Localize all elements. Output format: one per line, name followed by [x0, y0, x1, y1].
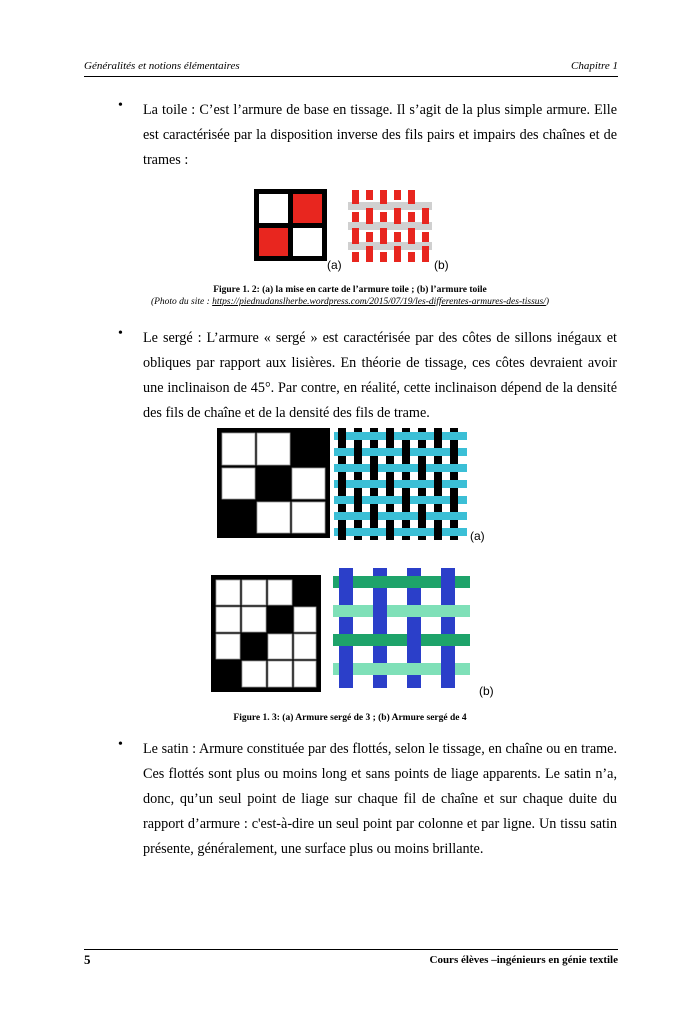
footer-rule [84, 949, 618, 950]
footer-course-title: Cours élèves –ingénieurs en génie textile [429, 954, 618, 966]
bullet-toile: • [118, 98, 123, 113]
header-chapter-title: Généralités et notions élémentaires [84, 60, 240, 72]
paragraph-toile: La toile : C’est l’armure de base en tissage. Il s’agit de la plus simple armure. Elle est caractérisée par la disposition inverse des fils pairs et impairs des chaînes et de trames : [143, 102, 617, 168]
figure-serge-label-b: (b) [479, 684, 494, 698]
figure-toile-label-b: (b) [434, 258, 449, 272]
figure-serge-label-a: (a) [470, 529, 485, 543]
bullet-serge: • [118, 326, 123, 341]
bullet-satin: • [118, 737, 123, 752]
figure-serge3-weave [334, 428, 467, 540]
page-number: 5 [84, 952, 91, 967]
figure-serge4-weave [333, 568, 470, 688]
paragraph-serge: Le sergé : L’armure « sergé » est caractérisée par des côtes de sillons inégaux et obliques par rapport aux lisières. En théorie de tissage, ces côtes devraient avoir une inclinaison de 45°. Par contre, en réalité, cette inclinaison dépend de la densité des fils de chaîne et de la densité des fils de trame. [143, 330, 617, 421]
figure-serge3-draft [217, 428, 330, 538]
figure-toile-draft [254, 189, 327, 261]
figure-serge4-draft [211, 575, 321, 692]
figure-1-3-caption: Figure 1. 3: (a) Armure sergé de 3 ; (b) Armure sergé de 4 [233, 713, 467, 723]
credit-url-link[interactable]: https://piednudanslherbe.wordpress.com/2015/07/19/les-differentes-armures-des-tissus/ [212, 297, 546, 307]
credit-prefix: (Photo du site : [150, 297, 213, 307]
figure-toile-weave [348, 190, 432, 266]
page-header [84, 60, 618, 77]
paragraph-satin: Le satin : Armure constituée par des flottés, selon le tissage, en chaîne ou en trame. Ces flottés sont plus ou moins long et sans points de liage apparents. Le satin n’a, donc, qu’un seul point de liage sur chaque fil de chaîne et sur chaque duite du rapport d’armure : c'est-à-dire un seul point par colonne et par ligne. Un tissu satin présente, généralement, une surface plus ou moins brillante. [143, 741, 617, 857]
figure-1-2-credit [0, 297, 700, 307]
header-chapter-number: Chapitre 1 [571, 60, 618, 72]
figure-toile-label-a: (a) [327, 258, 342, 272]
credit-suffix: ) [545, 297, 550, 307]
figure-1-2-caption: Figure 1. 2: (a) la mise en carte de l’armure toile ; (b) l’armure toile [213, 285, 487, 295]
